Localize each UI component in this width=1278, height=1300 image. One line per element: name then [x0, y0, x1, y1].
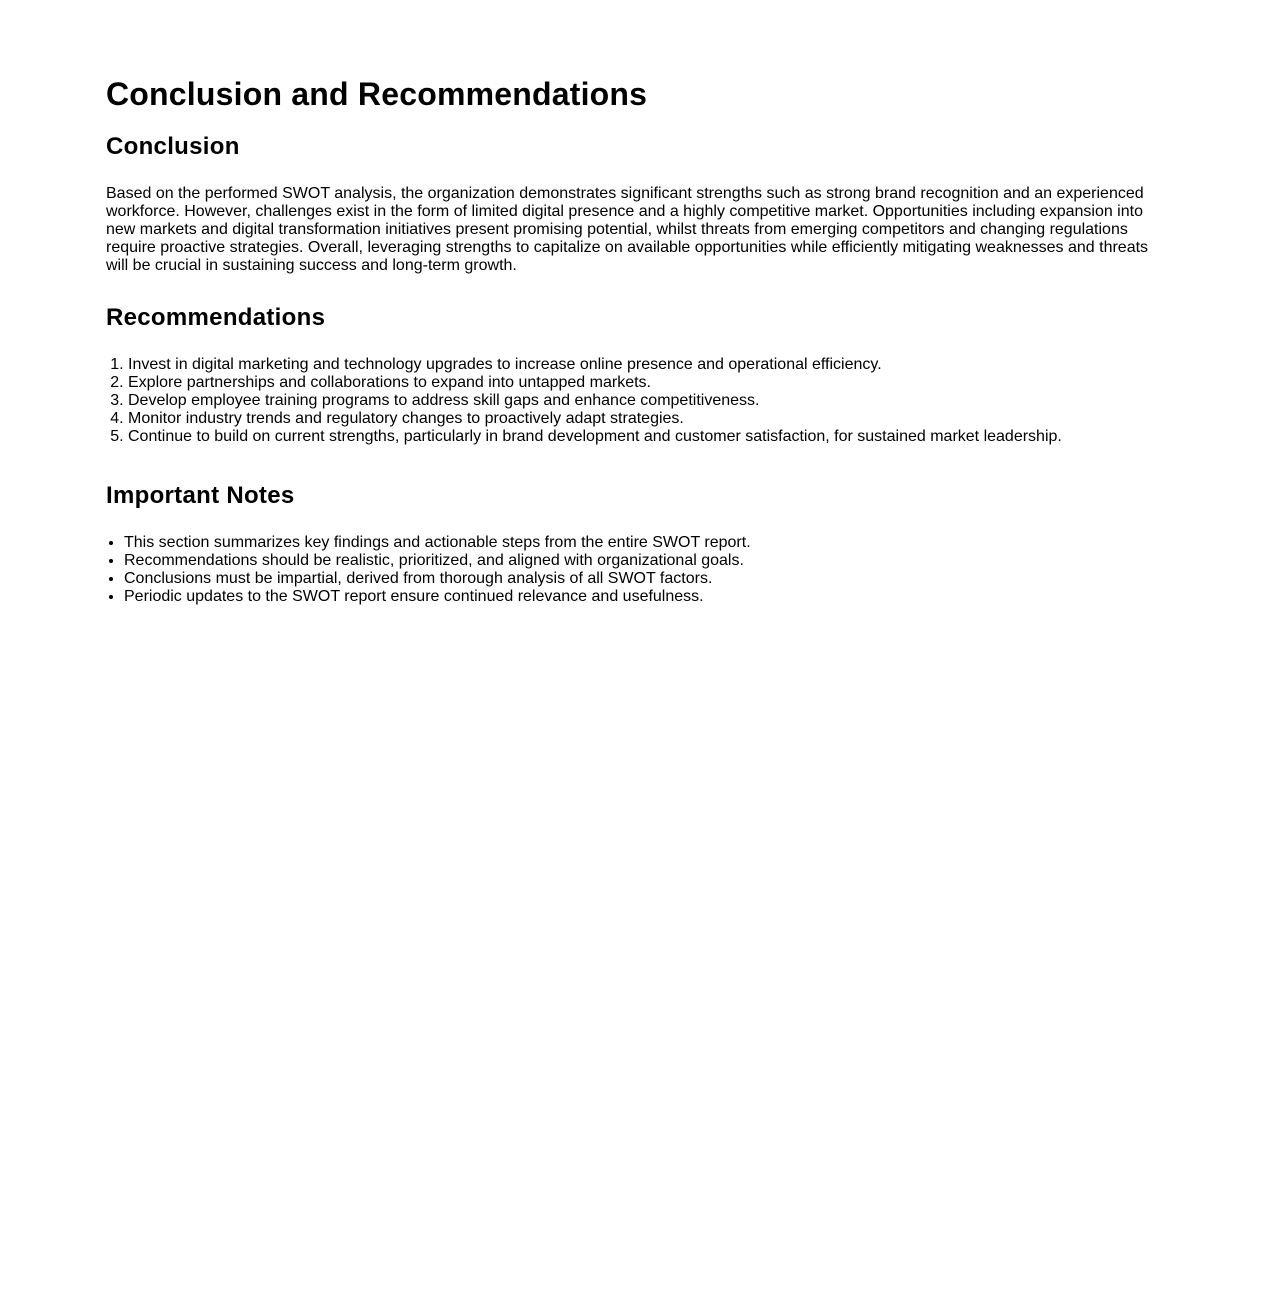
note-item: • Conclusions must be impartial, derived from thorough analysis of all SWOT factors.: [124, 570, 1172, 588]
recommendation-item: 2. Explore partnerships and collaborations to expand into untapped markets.: [128, 374, 1172, 392]
note-item: • This section summarizes key findings and actionable steps from the entire SWOT report.: [124, 534, 1172, 552]
important-notes-list: [106, 534, 1172, 606]
note-item: • Periodic updates to the SWOT report ensure continued relevance and usefulness.: [124, 588, 1172, 606]
recommendation-item: 3. Develop employee training programs to address skill gaps and enhance competitiveness.: [128, 392, 1172, 410]
document-page: [0, 0, 1278, 606]
recommendation-item: 4. Monitor industry trends and regulatory changes to proactively adapt strategies.: [128, 410, 1172, 428]
recommendation-item: 5. Continue to build on current strengths, particularly in brand development and customer satisfaction, for sustained market leadership.: [128, 428, 1172, 446]
recommendations-heading: Recommendations: [106, 304, 326, 331]
important-notes-heading: Important Notes: [106, 482, 295, 509]
recommendations-list: [106, 356, 1172, 446]
conclusion-paragraph: Based on the performed SWOT analysis, the organization demonstrates significant strengths such as strong brand recognition and an experienced workforce. However, challenges exist in the form of limited digital presence and a highly competitive market. Opportunities including expansion into new markets and digital transformation initiatives present promising potential, whilst threats from emerging competitors and changing regulations require proactive strategies. Overall, leveraging strengths to capitalize on available opportunities while efficiently mitigating weaknesses and threats will be crucial in sustaining success and long-term growth.: [106, 185, 1149, 274]
page-title: Conclusion and Recommendations: [106, 76, 648, 112]
conclusion-heading: Conclusion: [106, 133, 240, 160]
recommendation-item: 1. Invest in digital marketing and technology upgrades to increase online presence and operational efficiency.: [128, 356, 1172, 374]
note-item: • Recommendations should be realistic, prioritized, and aligned with organizational goals.: [124, 552, 1172, 570]
